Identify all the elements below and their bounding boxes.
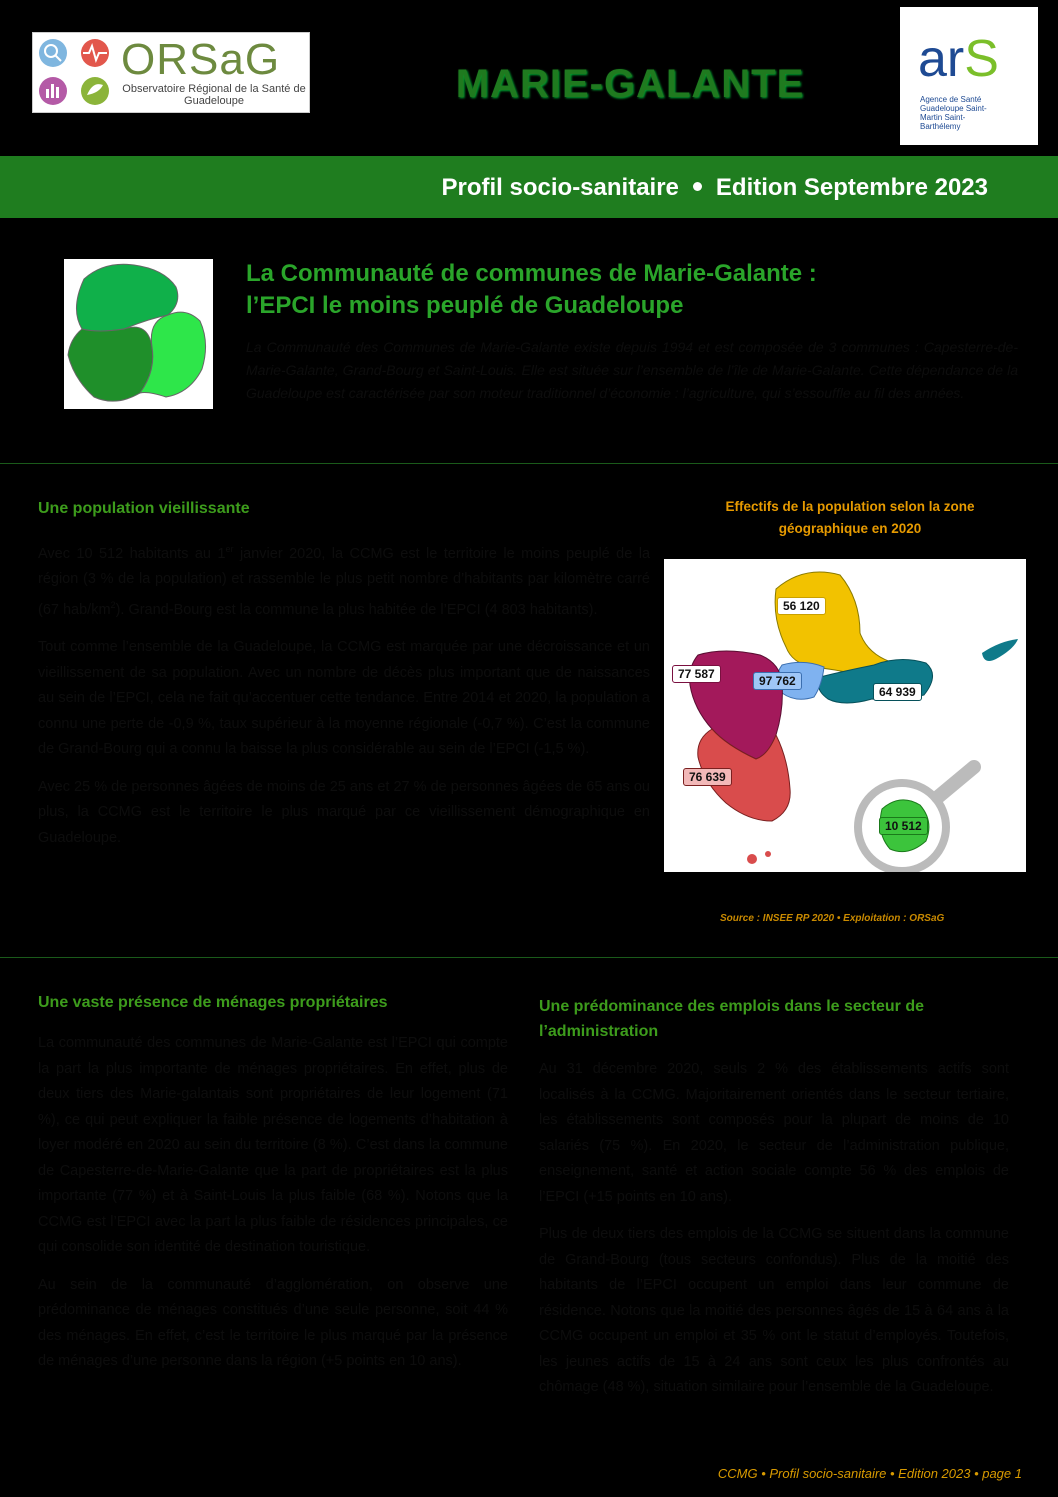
section-emplois-body (539, 1057, 1009, 1413)
section-population-body (38, 537, 650, 863)
emplois-paragraph-1: Au 31 décembre 2020, seuls 2 % des établissements actifs sont localisés à la CCMG. Majoritairement orientés dans le secteur tertiaire, les établissements sont composés pour la plupart de moins de 10 salariés (75 %). En 2020, le secteur de l’administration publique, enseignement, santé et action sociale compte 56 % des emplois de l’EPCI (+15 points en 10 ans). (539, 1061, 1009, 1205)
p1-superscript-2: 2 (110, 599, 116, 610)
population-paragraph-3: Avec 25 % de personnes âgées de moins de 25 ans et 27 % de personnes âgées de 65 ans ou plus, la CCMG est le territoire le plus marqué par ce vieillissement démographique en Guadeloupe. (38, 778, 650, 846)
mini-map-graphic (64, 259, 213, 409)
bullet-icon (693, 182, 702, 191)
p1-part-a: Avec 10 512 habitants au 1 (38, 545, 226, 562)
island-saintes-2 (765, 851, 771, 857)
ars-wordmark (918, 29, 999, 89)
map-source: Source : INSEE RP 2020 • Exploitation : ORSaG (720, 913, 945, 924)
map-chart-title (700, 496, 1000, 540)
band-profile-label: Profil socio-sanitaire (441, 174, 679, 201)
population-map (664, 559, 1026, 872)
menages-paragraph-1: La communauté des communes de Marie-Galante est l’EPCI qui compte la part la plus importante de ménages propriétaires. En effet, plus de deux tiers des Marie-galantais sont propriétaires de leur logement (71 %), ce qui peut expliquer la faible présence de logements d’habitation à loyer modéré en 2020 au sein du territoire (8 %). C’est dans la commune de Capesterre-de-Marie-Galante que la part de propriétaires est la plus importante (77 %) et à Saint-Louis la plus faible (68 %). Notons que la CCMG est l’EPCI avec la part la plus faible de résidences principales, ce qui consolide son identité de destination touristique. (38, 1035, 508, 1255)
section-title-population: Une population vieillissante (38, 500, 250, 517)
orsag-logo (32, 32, 310, 113)
band-edition-label: Edition Septembre 2023 (715, 174, 988, 201)
ars-word-s: S (964, 30, 999, 88)
map-chart-title-line1: Effectifs de la population selon la zone (725, 499, 975, 514)
label-north: 56 120 (777, 597, 826, 615)
population-map-graphic (664, 559, 1026, 872)
region-north (775, 572, 894, 675)
ars-word-a: ar (918, 30, 965, 88)
orsag-subtitle: Observatoire Régional de la Santé de Guadeloupe (122, 83, 306, 107)
ars-agency-text (920, 95, 1000, 131)
page-footer: CCMG • Profil socio-sanitaire • Edition 2023 • page 1 (717, 1466, 1022, 1481)
edition-band-text (442, 174, 989, 202)
label-west: 77 587 (672, 665, 721, 683)
intro-paragraph: La Communauté des Communes de Marie-Galante existe depuis 1994 et est composée de 3 communes : Capesterre-de-Marie-Galante, Grand-Bourg et Saint-Louis. Elle est située sur l’ensemble de l’île de Marie-Galante. Cette dépendance de la Guadeloupe est caractérisée par son moteur traditionnel d’économie : l’agriculture, qui s’essouffle au fil des années. (246, 339, 1018, 401)
population-paragraph-2: Tout comme l’ensemble de la Guadeloupe, la CCMG est marquée par une décroissance et un vieillissement de sa population. Avec un nombre de décès plus important que de naissances au sein de l’EPCI, cela ne fait qu’accentuer cette tendance. Entre 2014 et 2020, la population a connu une perte de -0,9 %, taux supérieur à la moyenne régionale (-0,7 %). C’est la commune de Grand-Bourg qui a connu la baisse la plus considérable au sein de l’EPCI (-1,5 %). (38, 639, 650, 758)
edition-band (0, 156, 1058, 218)
intro-title (246, 258, 1026, 322)
section-title-menages: Une vaste présence de ménages propriétaires (38, 994, 388, 1011)
island-saintes-1 (747, 854, 757, 864)
divider (0, 957, 1058, 958)
menages-paragraph-2: Au sein de la communauté d’agglomération, on observe une prédominance de ménages constitués d’une seule personne, soit 44 % des ménages. En effet, c’est le territoire le plus marqué par la présence de ménages d’une personne dans la région (+5 points en 10 ans). (38, 1276, 508, 1369)
intro-title-line1: La Communauté de communes de Marie-Galante : (246, 260, 817, 287)
ars-agency: Agence de Santé (920, 95, 982, 104)
section-title-emplois: Une prédominance des emplois dans le secteur de l’administration (539, 998, 925, 1040)
population-paragraph-1 (38, 537, 650, 623)
magnifier-handle (938, 767, 974, 797)
emplois-paragraph-2: Plus de deux tiers des emplois de la CCMG se situent dans la commune de Grand-Bourg (tous secteurs confondus). Plus de la moitié des habitants de l’EPCI occupent un emploi dans leur commune de résidence. Notons que la moitié des personnes âgés de 15 à 64 ans à la CCMG occupent un emploi et 35 % ont le statut d’employés. Toutefois, les jeunes actifs de 15 à 24 ans sont ceux les plus confrontés au chômage (48 %), situation similaire pour l’ensemble de la Guadeloupe. (539, 1226, 1009, 1395)
label-center: 97 762 (753, 672, 802, 690)
label-east: 64 939 (873, 683, 922, 701)
page-title: MARIE-GALANTE (455, 62, 805, 106)
p1-part-c: ). Grand-Bourg est la commune la plus habitée de l’EPCI (4 803 habitants). (115, 601, 598, 618)
p1-superscript: er (225, 544, 234, 554)
island-desirade (982, 639, 1018, 661)
map-chart-title-line2: géographique en 2020 (778, 521, 922, 536)
p1-part-b: janvier 2020, la CCMG est le territoire le moins peuplé de la région (3 % de la population) et rassemble le plus petit nombre d’habitants par kilomètre carré (67 hab/km (38, 545, 651, 618)
label-south: 76 639 (683, 768, 732, 786)
intro-title-line2: l’EPCI le moins peuplé de Guadeloupe (246, 292, 684, 319)
ars-regions: Guadeloupe Saint-Martin Saint-Barthélemy (920, 104, 987, 131)
divider (0, 463, 1058, 464)
orsag-name: ORSaG (121, 35, 281, 84)
ars-logo (900, 7, 1038, 145)
section-menages-body (38, 1031, 508, 1387)
marie-galante-mini-map (64, 259, 213, 409)
orsag-icons-graphic (37, 37, 117, 109)
label-marie-galante: 10 512 (879, 817, 928, 835)
